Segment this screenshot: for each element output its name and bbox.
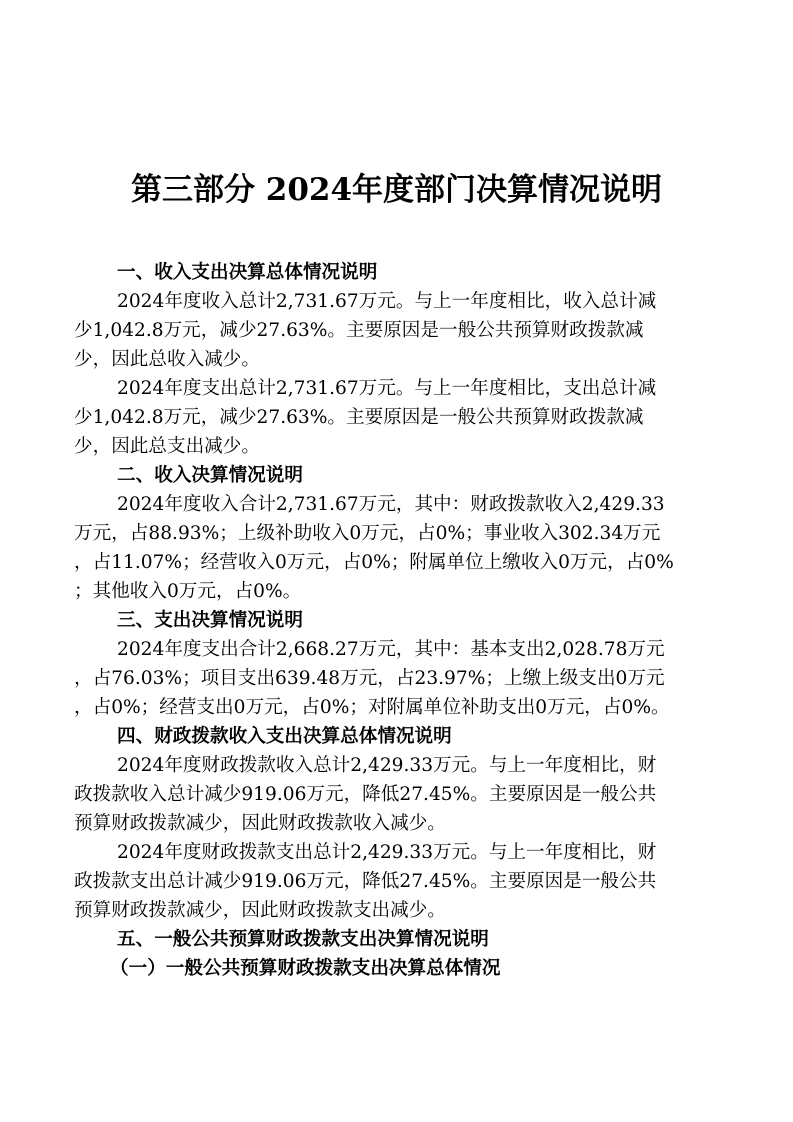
section-heading-4: 四、财政拨款收入支出决算总体情况说明 (117, 726, 452, 747)
paragraph-line: 预算财政拨款减少，因此财政拨款支出减少。 (74, 900, 446, 921)
paragraph-line: 万元，占88.93%；上级补助收入0万元，占0%；事业收入302.34万元 (74, 523, 661, 544)
paragraph-line: ，占0%；经营支出0万元，占0%；对附属单位补助支出0万元，占0%。 (74, 697, 670, 718)
section-heading-1: 一、收入支出决算总体情况说明 (117, 262, 378, 283)
subsection-heading: （一）一般公共预算财政拨款支出决算总体情况 (110, 958, 501, 979)
paragraph-line: 政拨款收入总计减少919.06万元，降低27.45%。主要原因是一般公共 (74, 784, 657, 805)
paragraph-line: 少，因此总收入减少。 (74, 349, 260, 370)
paragraph-line: 2024年度支出总计2,731.67万元。与上一年度相比，支出总计减 (117, 378, 657, 399)
paragraph-line: 2024年度财政拨款收入总计2,429.33万元。与上一年度相比，财 (117, 755, 657, 776)
page-title: 第三部分 2024年度部门决算情况说明 (130, 172, 663, 208)
paragraph-line: ，占76.03%；项目支出639.48万元，占23.97%；上缴上级支出0万元 (74, 668, 665, 689)
paragraph-line: 2024年度财政拨款支出总计2,429.33万元。与上一年度相比，财 (117, 842, 657, 863)
section-heading-3: 三、支出决算情况说明 (117, 610, 303, 631)
paragraph-line: 政拨款支出总计减少919.06万元，降低27.45%。主要原因是一般公共 (74, 871, 657, 892)
document-body (74, 258, 724, 983)
paragraph-line: 2024年度支出合计2,668.27万元，其中：基本支出2,028.78万元 (117, 639, 665, 660)
paragraph-line: ；其他收入0万元，占0%。 (74, 581, 302, 602)
paragraph-line: 少1,042.8万元，减少27.63%。主要原因是一般公共预算财政拨款减 (74, 320, 644, 341)
paragraph-line: ，占11.07%；经营收入0万元，占0%；附属单位上缴收入0万元，占0% (74, 552, 674, 573)
paragraph-line: 2024年度收入总计2,731.67万元。与上一年度相比，收入总计减 (117, 291, 657, 312)
paragraph-line: 少，因此总支出减少。 (74, 436, 260, 457)
paragraph-line: 少1,042.8万元，减少27.63%。主要原因是一般公共预算财政拨款减 (74, 407, 644, 428)
section-heading-2: 二、收入决算情况说明 (117, 465, 303, 486)
paragraph-line: 2024年度收入合计2,731.67万元，其中：财政拨款收入2,429.33 (117, 494, 665, 515)
section-heading-5: 五、一般公共预算财政拨款支出决算情况说明 (117, 929, 489, 950)
paragraph-line: 预算财政拨款减少，因此财政拨款收入减少。 (74, 813, 446, 834)
